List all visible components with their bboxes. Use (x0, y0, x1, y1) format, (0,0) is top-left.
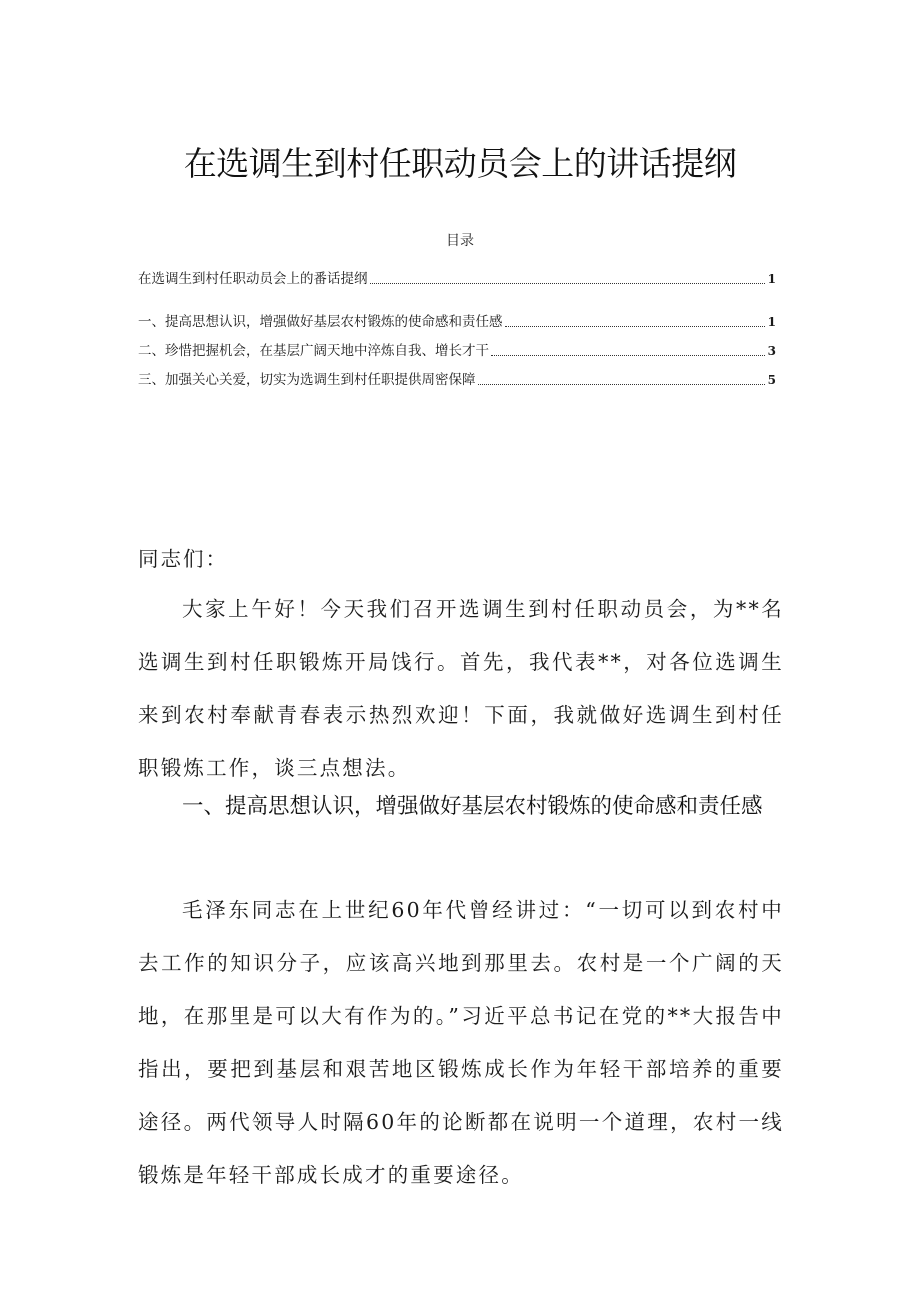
toc-leader-dots (370, 282, 765, 284)
body-paragraph: 毛泽东同志在上世纪60年代曾经讲过：“一切可以到农村中去工作的知识分子，应该高兴地到那里去。农村是一个广阔的天地，在那里是可以大有作为的。”习近平总书记在党的**大报告中指出，要把到基层和艰苦地区锻炼成长作为年轻干部培养的重要途径。两代领导人时隔60年的论断都在说明一个道理，农村一线锻炼是年轻干部成长成才的重要途径。 (138, 898, 784, 1187)
toc-entry-page: 3 (767, 344, 776, 358)
toc-entry-text: 三、加强关心关爱，切实为选调生到村任职提供周密保障 (138, 372, 476, 388)
toc-entry-text: 在选调生到村任职动员会上的番话提纲 (138, 271, 368, 287)
toc-entry-text: 一、提高思想认识，增强做好基层农村锻炼的使命感和责任感 (138, 314, 503, 330)
toc-entry[interactable] (138, 371, 776, 389)
section-heading: 一、提高思想认识，增强做好基层农村锻炼的使命感和责任感 (182, 794, 763, 819)
toc-entry[interactable] (138, 313, 776, 331)
toc-entry-text: 二、珍惜把握机会，在基层广阔天地中淬炼自我、增长才干 (138, 343, 489, 359)
toc-entry-page: 1 (767, 315, 776, 329)
toc-entry-page: 1 (767, 272, 776, 286)
toc-entry[interactable] (138, 270, 776, 288)
toc-leader-dots (491, 354, 765, 356)
salutation: 同志们： (138, 547, 228, 571)
toc-entry[interactable] (138, 342, 776, 360)
body-paragraph: 大家上午好！今天我们召开选调生到村任职动员会，为**名选调生到村任职锻炼开局饯行。首先，我代表**，对各位选调生来到农村奉献青春表示热烈欢迎！下面，我就做好选调生到村任职锻炼工作，谈三点想法。 (138, 597, 784, 780)
document-title: 在选调生到村任职动员会上的讲话提纲 (183, 144, 737, 183)
toc-leader-dots (478, 383, 765, 385)
toc-entry-page: 5 (767, 373, 776, 387)
toc-leader-dots (505, 325, 765, 327)
toc-heading: 目录 (446, 233, 474, 249)
